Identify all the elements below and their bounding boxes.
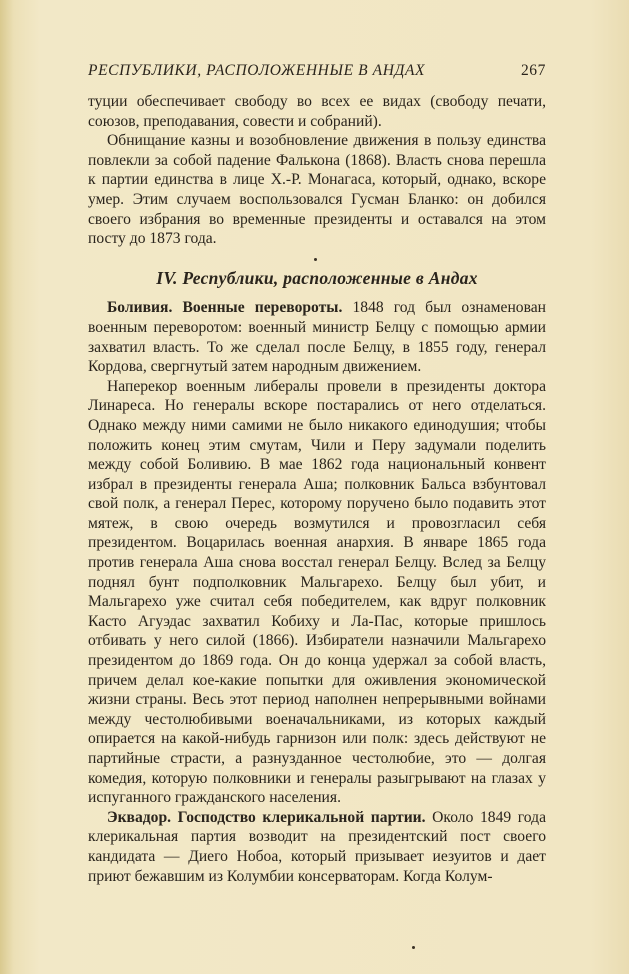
running-title: РЕСПУБЛИКИ, РАСПОЛОЖЕННЫЕ В АНДАХ: [88, 62, 426, 79]
paragraph-continuation: туции обеспечивает свободу во всех ее видах (свободу печати, союзов, преподавания, совести и собраний).: [88, 93, 546, 130]
ornament-dot: [412, 946, 415, 949]
ornament-dot: [314, 258, 317, 261]
page-number: 267: [520, 62, 546, 79]
paragraph-ecuador-lead: Эквадор. Господство клерикальной партии.: [107, 808, 426, 826]
section-heading: IV. Республики, расположенные в Андах: [156, 267, 478, 288]
paragraph-bolivia-text: 1848 год был ознаменован военным переворотом: военный министр Белцу с помощью армии захватил власть. То же сделал после Белцу, в 1855 году, генерал Кордова, свергнутый затем народным движением.: [88, 299, 547, 376]
paragraph-bolivia-lead: Боливия. Военные перевороты.: [107, 299, 343, 317]
paragraph-ecuador-text: Около 1849 года клерикальная партия возводит на президентский пост своего кандидата — Диего Нобоа, который призывает иезуитов и дает приют бежавшим из Колумбии консерваторам. Когда Колум-: [88, 808, 546, 885]
paragraph-bolivia: [88, 298, 546, 376]
page-body: [88, 92, 546, 886]
paragraph-linares: Наперекор военным либералы провели в президенты доктора Линареса. Но генералы вскоре постарались от него отделаться. Однако между ними самими не было никакого единодушия; чтобы положить конец этим смутам, Чили и Перу задумали поделить между собой Боливию. В мае 1862 года национальный конвент избрал в президенты генерала Аша; полковник Бальса взбунтовал свой полк, а генерал Перес, которому поручено было подавить этот мятеж, в свою очередь возмутился и провозгласил себя президентом. Воцарилась военная анархия. В январе 1865 года против генерала Аша снова восстал генерал Белцу. Вслед за Белцу поднял бунт подполковник Мальгарехо. Белцу был убит, и Мальгарехо уже считал себя победителем, как вдруг полковник Касто Агуэдас захватил Кобиху и Ла-Пас, которые пришлось отбивать у него силой (1866). Избиратели назначили Мальгарехо президентом до 1869 года. Он до конца удержал за собой власть, причем делал кое-какие попытки для оживления экономической жизни страны. Весь этот период наполнен непрерывными войнами между честолюбивыми военачальниками, из которых каждый опирается на какой-нибудь гарнизон или полк: здесь действуют не партийные страсти, а разнузданное честолюбие, это — долгая комедия, которую полковники и генералы разыгрывают на глазах у испуганного гражданского населения.: [88, 377, 546, 807]
paragraph-falcon: Обнищание казны и возобновление движения в пользу единства повлекли за собой падение Фалькона (1868). Власть снова перешла к партии единства в лице Х.-Р. Монагаса, который, однако, вскоре умер. Этим случаем воспользовался Гусман Бланко: он добился своего избрания во временные президенты и оставался на этом посту до 1873 года.: [88, 132, 546, 248]
paragraph-ecuador: [88, 808, 546, 886]
